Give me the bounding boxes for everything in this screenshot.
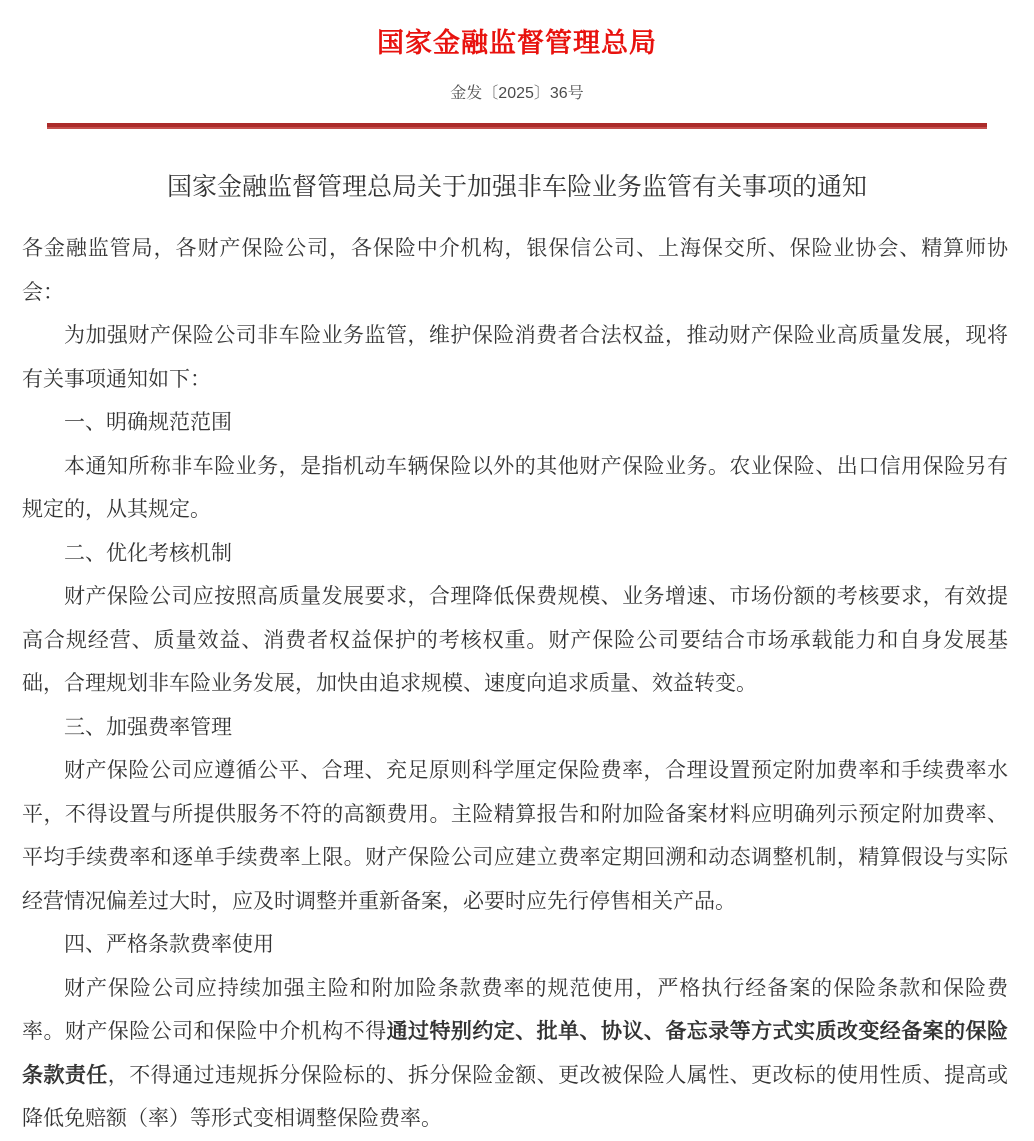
doc-paragraph: 各金融监管局，各财产保险公司，各保险中介机构，银保信公司、上海保交所、保险业协会、精算师协会： (22, 237, 1008, 304)
doc-paragraph: 财产保险公司应遵循公平、合理、充足原则科学厘定保险费率，合理设置预定附加费率和手续费率水平，不得设置与所提供服务不符的高额费用。主险精算报告和附加险备案材料应明确列示预定附加费率、平均手续费率和逐单手续费率上限。财产保险公司应建立费率定期回溯和动态调整机制，精算假设与实际经营情况偏差过大时，应及时调整并重新备案，必要时应先行停售相关产品。 (22, 759, 1008, 913)
text-segment: 财产保险公司应持续加强主险和附加险条款费率的规范使用，严格执行经备案的保险条款和保险费率。财产保险公司和保险中介机构不得 (22, 976, 1008, 1043)
document-title: 国家金融监督管理总局关于加强非车险业务监管有关事项的通知 (166, 173, 867, 201)
agency-title: 国家金融监督管理总局 (377, 28, 657, 58)
section-heading: 四、严格条款费率使用 (64, 933, 274, 956)
document-number: 金发〔2025〕36号 (450, 85, 584, 102)
doc-paragraph: 本通知所称非车险业务，是指机动车辆保险以外的其他财产保险业务。农业保险、出口信用保险另有规定的，从其规定。 (22, 454, 1008, 521)
section-heading: 二、优化考核机制 (64, 541, 232, 565)
doc-paragraph (22, 967, 1008, 1141)
section-heading: 三、加强费率管理 (64, 715, 232, 739)
doc-paragraph: 为加强财产保险公司非车险业务监管，维护保险消费者合法权益，推动财产保险业高质量发展，现将有关事项通知如下： (22, 324, 1008, 391)
text-segment: ，不得通过违规拆分保险标的、拆分保险金额、更改被保险人属性、更改标的使用性质、提高或降低免赔额（率）等形式变相调整保险费率。 (22, 1063, 1008, 1130)
bold-emphasis: 通过特别约定、批单、协议、备忘录等方式实质改变经备案的保险条款责任 (22, 1020, 1009, 1087)
red-divider-line (47, 123, 987, 129)
section-heading: 一、明确规范范围 (64, 411, 232, 434)
doc-paragraph: 财产保险公司应按照高质量发展要求，合理降低保费规模、业务增速、市场份额的考核要求，有效提高合规经营、质量效益、消费者权益保护的考核权重。财产保险公司要结合市场承载能力和自身发展基础，合理规划非车险业务发展，加快由追求规模、速度向追求质量、效益转变。 (22, 585, 1008, 695)
document-header (0, 0, 1034, 103)
document-body (22, 227, 1008, 1141)
